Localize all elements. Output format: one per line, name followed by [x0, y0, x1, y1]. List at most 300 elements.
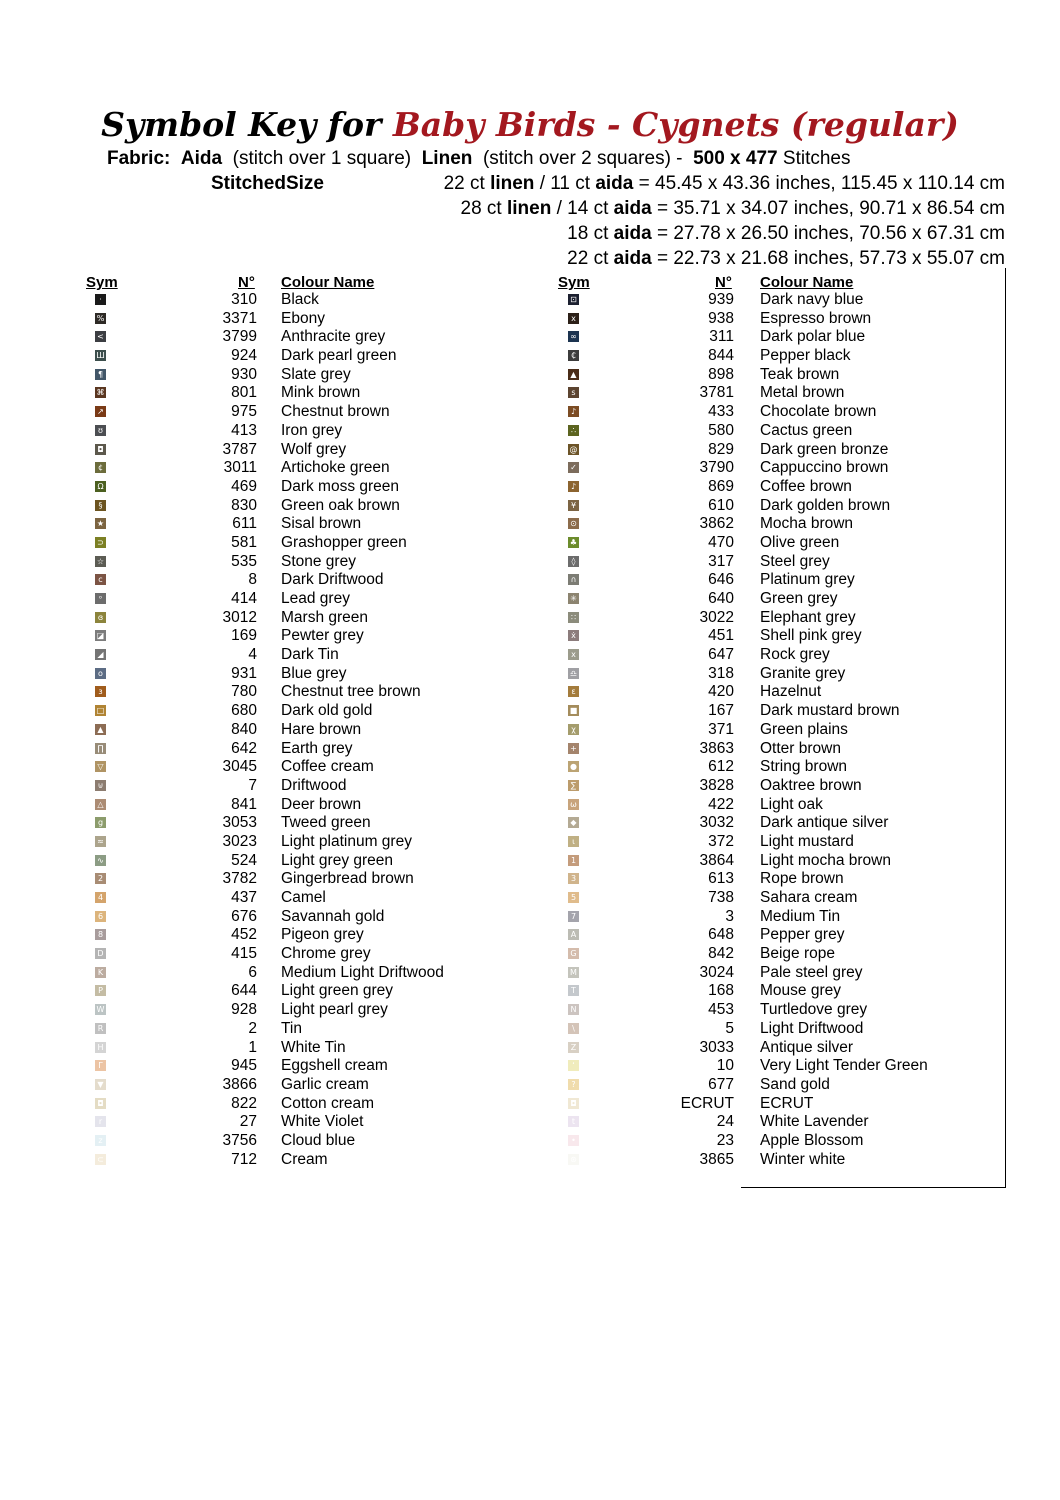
colour-name: Dark old gold: [281, 702, 373, 720]
colour-name: Coffee brown: [760, 477, 852, 495]
header-num-right: N°: [715, 274, 732, 291]
dmc-number: 1: [248, 1038, 257, 1056]
dmc-number: 169: [231, 627, 257, 645]
symbol-swatch-icon: 4: [95, 892, 106, 903]
symbol-swatch-icon: ¥: [568, 500, 579, 511]
colour-name: Oaktree brown: [760, 776, 862, 794]
colour-name: Granite grey: [760, 664, 846, 682]
stitched-size-line: [444, 172, 1005, 196]
title-prefix: Symbol Key for: [101, 105, 382, 144]
size-fabric-b: aida: [613, 198, 652, 219]
colour-name: Medium Light Driftwood: [281, 963, 444, 981]
dmc-number: 535: [231, 552, 257, 570]
colour-name: Eggshell cream: [281, 1057, 388, 1075]
colour-name: Platinum grey: [760, 571, 855, 589]
dmc-number: 3033: [699, 1038, 734, 1056]
dmc-number: 3012: [222, 608, 257, 626]
dmc-number: 840: [231, 720, 257, 738]
symbol-swatch-icon: ∷: [568, 612, 579, 623]
dmc-number: 3828: [699, 776, 734, 794]
colour-name: Dark green bronze: [760, 440, 889, 458]
dmc-number: 415: [231, 945, 257, 963]
colour-name: White Lavender: [760, 1113, 869, 1131]
color-row: [0, 908, 1060, 927]
symbol-swatch-icon: ⊛: [568, 1154, 579, 1165]
symbol-swatch-icon: +: [568, 743, 579, 754]
symbol-swatch-icon: ɩ: [568, 836, 579, 847]
dmc-number: 801: [231, 384, 257, 402]
symbol-swatch-icon: ◪: [96, 631, 105, 641]
fabric-linen-note: (stitch over 2 squares) -: [482, 148, 683, 169]
symbol-swatch-icon: ♎: [569, 668, 578, 678]
color-list-right: [0, 291, 1060, 1169]
symbol-swatch-icon: t: [568, 1116, 579, 1127]
color-row: [0, 366, 1060, 385]
dmc-number: 830: [231, 496, 257, 514]
symbol-swatch-icon: s: [568, 387, 579, 398]
dmc-number: 3782: [222, 870, 257, 888]
colour-name: Very Light Tender Green: [760, 1057, 928, 1075]
colour-name: Pigeon grey: [281, 926, 364, 944]
dmc-number: 413: [231, 421, 257, 439]
symbol-swatch-icon: c: [95, 574, 106, 585]
fabric-linen: Linen: [421, 148, 473, 169]
size-ct: 18 ct: [567, 223, 609, 244]
symbol-swatch-icon: ɞ: [95, 612, 106, 623]
colour-name: Rope brown: [760, 870, 844, 888]
colour-name: Stone grey: [281, 552, 356, 570]
colour-name: Light grey green: [281, 851, 394, 869]
color-row: [0, 328, 1060, 347]
colour-name: Mocha brown: [760, 515, 854, 533]
colour-name: String brown: [760, 758, 848, 776]
dmc-number: 451: [708, 627, 734, 645]
color-row: [0, 441, 1060, 460]
colour-name: Apple Blossom: [760, 1131, 864, 1149]
fabric-label: Fabric:: [107, 148, 171, 169]
colour-name: Teak brown: [760, 365, 840, 383]
dmc-number: 10: [716, 1057, 734, 1075]
colour-name: Gingerbread brown: [281, 870, 414, 888]
colour-name: Dark mustard brown: [760, 702, 900, 720]
symbol-swatch-icon: W: [96, 1005, 105, 1015]
color-row: [0, 310, 1060, 329]
symbol-swatch-icon: ◘: [95, 444, 106, 455]
dmc-number: 580: [708, 421, 734, 439]
symbol-swatch-icon: A: [568, 929, 579, 940]
colour-name: Camel: [281, 889, 326, 906]
colour-name: Earth grey: [281, 739, 353, 757]
symbol-swatch-icon: ⌘: [96, 388, 105, 398]
header-name-right: Colour Name: [760, 274, 854, 291]
symbol-swatch-icon: ∏: [95, 743, 106, 754]
symbol-swatch-icon: @: [569, 444, 578, 454]
symbol-swatch-icon: N: [568, 1004, 579, 1015]
dmc-number: 780: [231, 683, 257, 701]
dmc-number: 311: [709, 328, 734, 346]
color-row: [0, 1039, 1060, 1058]
colour-name: Iron grey: [281, 421, 343, 439]
colour-name: Coffee cream: [281, 758, 374, 776]
colour-name: Light Driftwood: [760, 1019, 864, 1037]
dmc-number: 3864: [699, 851, 734, 869]
dmc-number: 613: [708, 870, 734, 888]
symbol-swatch-icon: ω: [568, 799, 579, 810]
dmc-number: 8: [248, 571, 257, 589]
stitch-count: 500 x 477: [693, 148, 778, 169]
color-row: [0, 553, 1060, 572]
symbol-swatch-icon: ẋ: [568, 630, 579, 641]
colour-name: White Tin: [281, 1038, 346, 1056]
symbol-swatch-icon: ▽: [95, 761, 106, 772]
color-row: [0, 1076, 1060, 1095]
symbol-swatch-icon: ◘: [568, 1098, 579, 1109]
colour-name: Light green grey: [281, 982, 394, 1000]
dmc-number: 738: [708, 889, 734, 906]
colour-name: Cloud blue: [281, 1131, 356, 1149]
symbol-swatch-icon: ♪: [568, 481, 579, 492]
page-title: [0, 100, 1060, 150]
symbol-swatch-icon: χ: [568, 724, 579, 735]
dmc-number: 640: [708, 590, 734, 607]
colour-name: Blue grey: [281, 664, 347, 682]
dmc-number: 420: [708, 683, 734, 701]
dmc-number: 930: [231, 365, 257, 383]
size-fabric-a: aida: [613, 248, 652, 269]
colour-name: Tin: [281, 1019, 302, 1037]
size-mid: / 14 ct: [556, 198, 609, 219]
symbol-swatch-icon: x: [568, 313, 579, 324]
color-row: [0, 1095, 1060, 1114]
colour-name: Hare brown: [281, 720, 362, 738]
symbol-swatch-icon: H: [95, 1042, 106, 1053]
dmc-number: 3756: [222, 1131, 257, 1149]
color-row: [0, 459, 1060, 478]
colour-name: Medium Tin: [760, 907, 841, 925]
colour-name: Mouse grey: [760, 982, 841, 1000]
dmc-number: 3032: [699, 814, 734, 832]
symbol-swatch-icon: ⊂: [95, 1154, 106, 1165]
symbol-swatch-icon: ✳: [568, 593, 579, 604]
symbol-swatch-icon: ∑: [568, 780, 579, 791]
dmc-number: 3023: [222, 832, 257, 850]
dmc-number: 829: [708, 440, 734, 458]
colour-name: Olive green: [760, 533, 840, 551]
color-row: [0, 571, 1060, 590]
symbol-swatch-icon: ◆: [568, 817, 579, 828]
colour-name: Grashopper green: [281, 533, 407, 551]
symbol-swatch-icon: ↗: [95, 406, 106, 417]
dmc-number: 524: [231, 851, 257, 869]
colour-name: Dark Tin: [281, 646, 339, 664]
symbol-swatch-icon: ¢: [95, 462, 106, 473]
color-row: [0, 1057, 1060, 1076]
colour-name: Chestnut tree brown: [281, 683, 421, 701]
dmc-number: 3011: [223, 459, 257, 477]
colour-name: Marsh green: [281, 608, 369, 626]
color-row: [0, 945, 1060, 964]
symbol-swatch-icon: ◘: [95, 1098, 106, 1109]
symbol-swatch-icon: ■: [569, 706, 578, 716]
color-row: [0, 777, 1060, 796]
colour-name: Shell pink grey: [760, 627, 862, 645]
stitched-size-line: [567, 247, 1005, 271]
symbol-swatch-icon: §: [95, 500, 106, 511]
dmc-number: 898: [708, 365, 734, 383]
symbol-swatch-icon: •: [568, 1135, 579, 1146]
symbol-swatch-icon: r: [95, 1116, 106, 1127]
colour-name: Dark Driftwood: [281, 571, 384, 589]
colour-name: Chrome grey: [281, 945, 371, 963]
symbol-swatch-icon: ᵒ: [95, 593, 106, 604]
dmc-number: 318: [708, 664, 734, 682]
color-row: [0, 1020, 1060, 1039]
color-row: [0, 665, 1060, 684]
stitched-size-line: [461, 197, 1006, 221]
color-row: [0, 702, 1060, 721]
colour-name: Artichoke green: [281, 459, 390, 477]
color-row: [0, 833, 1060, 852]
dmc-number: 612: [708, 758, 734, 776]
dmc-number: 3866: [222, 1075, 257, 1093]
symbol-swatch-icon: ·: [95, 294, 106, 305]
stitched-size-label: StitchedSize: [211, 173, 324, 194]
color-row: [0, 1113, 1060, 1132]
dmc-number: 975: [231, 403, 257, 421]
colour-name: Black: [281, 291, 319, 308]
dmc-number: 3781: [699, 384, 734, 402]
fabric-line: [107, 146, 850, 172]
dmc-number: 822: [231, 1094, 257, 1112]
symbol-swatch-icon: ♪: [568, 406, 579, 417]
colour-name: Cream: [281, 1150, 328, 1168]
size-dimensions: = 27.78 x 26.50 inches, 70.56 x 67.31 cm: [656, 223, 1005, 244]
size-mid: / 11 ct: [539, 173, 591, 194]
symbol-swatch-icon: <: [95, 331, 106, 342]
dmc-number: 6: [248, 963, 257, 981]
symbol-swatch-icon: Z: [568, 1042, 579, 1053]
dmc-number: 310: [231, 291, 257, 308]
symbol-swatch-icon: g: [95, 817, 106, 828]
size-dimensions: = 22.73 x 21.68 inches, 57.73 x 55.07 cm: [656, 248, 1005, 269]
stitched-size-line: [567, 222, 1005, 246]
symbol-swatch-icon: 5: [568, 892, 579, 903]
colour-name: Winter white: [760, 1150, 846, 1168]
symbol-swatch-icon: z: [95, 1135, 106, 1146]
colour-name: Cappuccino brown: [760, 459, 889, 477]
color-row: [0, 403, 1060, 422]
symbol-swatch-icon: K: [95, 967, 106, 978]
symbol-swatch-icon: ⊡: [568, 294, 579, 305]
dmc-number: 372: [708, 832, 734, 850]
symbol-swatch-icon: ☆: [96, 556, 105, 566]
colour-name: Deer brown: [281, 795, 362, 813]
symbol-swatch-icon: %: [96, 313, 105, 323]
dmc-number: 414: [231, 590, 257, 607]
dmc-number: 644: [231, 982, 257, 1000]
colour-name: Chocolate brown: [760, 403, 877, 421]
dmc-number: 610: [708, 496, 734, 514]
symbol-swatch-icon: 8: [95, 929, 106, 940]
colour-name: Antique silver: [760, 1038, 854, 1056]
dmc-number: 470: [708, 533, 734, 551]
color-row: [0, 609, 1060, 628]
dmc-number: 680: [231, 702, 257, 720]
symbol-swatch-icon: P: [95, 985, 106, 996]
dmc-number: 3799: [222, 328, 257, 346]
colour-name: Pepper grey: [760, 926, 845, 944]
dmc-number: 167: [708, 702, 734, 720]
dmc-number: 453: [708, 1001, 734, 1019]
color-row: [0, 852, 1060, 871]
dmc-number: 3371: [222, 309, 257, 327]
color-row: [0, 870, 1060, 889]
symbol-swatch-icon: ▲: [95, 724, 106, 735]
dmc-number: 7: [248, 776, 257, 794]
dmc-number: 841: [231, 795, 257, 813]
dmc-number: 3045: [222, 758, 257, 776]
symbol-swatch-icon: ∿: [95, 855, 106, 866]
dmc-number: 371: [708, 720, 734, 738]
symbol-swatch-icon: ●: [568, 761, 579, 772]
dmc-number: 931: [231, 664, 257, 682]
colour-name: Turtledove grey: [760, 1001, 868, 1019]
symbol-swatch-icon: ʊ: [95, 425, 106, 436]
dmc-number: 648: [708, 926, 734, 944]
colour-name: Otter brown: [760, 739, 841, 757]
dmc-number: 642: [231, 739, 257, 757]
colour-name: White Violet: [281, 1113, 364, 1131]
dmc-number: ECRUT: [680, 1094, 734, 1112]
colour-name: Pepper black: [760, 347, 851, 365]
symbol-swatch-icon: ʻ: [568, 1060, 579, 1071]
symbol-swatch-icon: △: [95, 799, 106, 810]
dmc-number: 3022: [699, 608, 734, 626]
dmc-number: 939: [708, 291, 734, 308]
color-row: [0, 1151, 1060, 1170]
dmc-number: 581: [231, 533, 257, 551]
symbol-swatch-icon: Γ: [95, 1060, 106, 1071]
colour-name: Beige rope: [760, 945, 835, 963]
symbol-swatch-icon: T: [568, 985, 579, 996]
symbol-swatch-icon: Ш: [96, 351, 105, 361]
colour-name: Metal brown: [760, 384, 845, 402]
dmc-number: 3024: [699, 963, 734, 981]
colour-name: Wolf grey: [281, 440, 347, 458]
symbol-swatch-icon: ₵: [568, 350, 579, 361]
colour-name: ECRUT: [760, 1094, 814, 1112]
symbol-swatch-icon: ⊙: [568, 518, 579, 529]
colour-name: Espresso brown: [760, 309, 872, 327]
color-row: [0, 721, 1060, 740]
color-row: [0, 347, 1060, 366]
colour-name: Elephant grey: [760, 608, 856, 626]
color-row: [0, 590, 1060, 609]
colour-name: Light platinum grey: [281, 832, 412, 850]
symbol-swatch-icon: D: [95, 948, 106, 959]
dmc-number: 317: [708, 552, 734, 570]
dmc-number: 3862: [699, 515, 734, 533]
symbol-swatch-icon: ∞: [568, 331, 579, 342]
color-row: [0, 384, 1060, 403]
symbol-swatch-icon: ✓: [568, 462, 579, 473]
size-ct: 22 ct: [567, 248, 609, 269]
symbol-swatch-icon: ɜ: [95, 686, 106, 697]
colour-name: Light mocha brown: [760, 851, 891, 869]
colour-name: Savannah gold: [281, 907, 385, 925]
colour-name: Driftwood: [281, 776, 347, 794]
size-fabric-a: linen: [490, 173, 535, 194]
dmc-number: 712: [231, 1150, 257, 1168]
symbol-swatch-icon: ε: [568, 686, 579, 697]
symbol-swatch-icon: ▲: [568, 369, 579, 380]
symbol-swatch-icon: ⊍: [95, 780, 106, 791]
symbol-swatch-icon: ◢: [95, 649, 106, 660]
symbol-swatch-icon: □: [96, 706, 105, 716]
dmc-number: 3053: [222, 814, 257, 832]
dmc-number: 842: [708, 945, 734, 963]
colour-name: Steel grey: [760, 552, 830, 570]
symbol-swatch-icon: x: [568, 649, 579, 660]
size-ct: 28 ct: [460, 198, 502, 219]
dmc-number: 3787: [222, 440, 257, 458]
colour-name: Light oak: [760, 795, 823, 813]
colour-name: Light mustard: [760, 832, 854, 850]
dmc-number: 3: [725, 907, 734, 925]
colour-name: Dark antique silver: [760, 814, 889, 832]
dmc-number: 168: [708, 982, 734, 1000]
dmc-number: 869: [708, 477, 734, 495]
fabric-aida-note: (stitch over 1 square): [232, 148, 412, 169]
dmc-number: 433: [708, 403, 734, 421]
colour-name: Sand gold: [760, 1075, 830, 1093]
colour-name: Green grey: [760, 590, 838, 607]
color-row: [0, 534, 1060, 553]
dmc-number: 611: [232, 515, 257, 533]
symbol-swatch-icon: ≈: [95, 836, 106, 847]
color-row: [0, 646, 1060, 665]
symbol-swatch-icon: \: [568, 1023, 579, 1034]
size-fabric-a: aida: [613, 223, 652, 244]
color-row: [0, 740, 1060, 759]
colour-name: Cactus green: [760, 421, 853, 439]
colour-name: Mink brown: [281, 384, 361, 402]
dmc-number: 677: [708, 1075, 734, 1093]
symbol-swatch-icon: 3: [568, 873, 579, 884]
colour-name: Anthracite grey: [281, 328, 386, 346]
symbol-swatch-icon: ?: [568, 1079, 579, 1090]
colour-name: Dark moss green: [281, 477, 400, 495]
header-sym-left: Sym: [86, 274, 118, 291]
header-name-left: Colour Name: [281, 274, 375, 291]
color-row: [0, 982, 1060, 1001]
colour-name: Sisal brown: [281, 515, 362, 533]
dmc-number: 676: [231, 907, 257, 925]
colour-name: Light pearl grey: [281, 1001, 388, 1019]
symbol-swatch-icon: 1: [568, 855, 579, 866]
symbol-swatch-icon: Ω: [95, 481, 106, 492]
dmc-number: 452: [231, 926, 257, 944]
dmc-number: 23: [716, 1131, 734, 1149]
colour-name: Pewter grey: [281, 627, 364, 645]
colour-name: Rock grey: [760, 646, 830, 664]
color-row: [0, 814, 1060, 833]
colour-name: Sahara cream: [760, 889, 858, 906]
title-pattern-name: Baby Birds - Cygnets (regular): [392, 105, 959, 144]
colour-name: Lead grey: [281, 590, 350, 607]
colour-name: Dark golden brown: [760, 496, 891, 514]
colour-name: Green plains: [760, 720, 848, 738]
